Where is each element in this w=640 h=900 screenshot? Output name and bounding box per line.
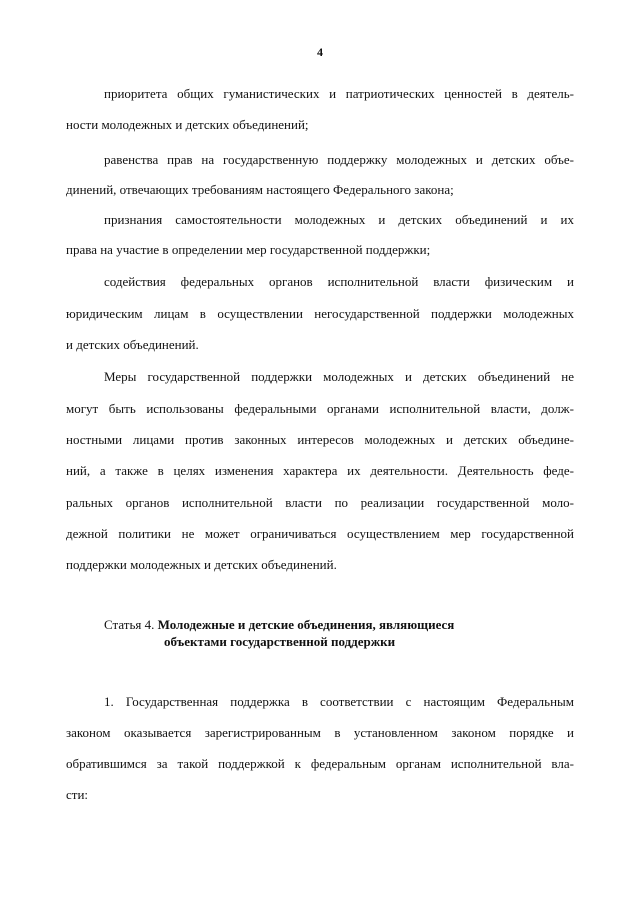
text-line: права на участие в определении мер государственной поддержки; xyxy=(66,242,431,257)
text-line: содействия федеральных органов исполнительной власти физическим и xyxy=(104,274,574,289)
article-label: Статья 4. xyxy=(104,617,155,632)
text-line: ности молодежных и детских объединений; xyxy=(66,117,309,132)
text-line: дежной политики не может ограничиваться осуществлением мер государственной xyxy=(66,526,574,541)
text-line: Меры государственной поддержки молодежных и детских объединений не xyxy=(104,369,574,384)
text-line: приоритета общих гуманистических и патриотических ценностей в деятель- xyxy=(104,86,574,101)
text-line: ностными лицами против законных интересов молодежных и детских объедине- xyxy=(66,432,574,447)
text-line: сти: xyxy=(66,787,89,802)
text-line: ний, а также в целях изменения характера их деятельности. Деятельность феде- xyxy=(66,463,574,478)
article-heading-cont xyxy=(164,634,395,650)
text-line: ральных органов исполнительной власти по реализации государственной моло- xyxy=(66,495,574,510)
text-line: обратившимся за такой поддержкой к федеральным органам исполнительной вла- xyxy=(66,756,574,771)
article-heading xyxy=(104,617,454,633)
text-line: законом оказывается зарегистрированным в установленном законом порядке и xyxy=(66,725,574,740)
text-line: признания самостоятельности молодежных и детских объединений и их xyxy=(104,212,574,227)
article-title-cont: объектами государственной поддержки xyxy=(164,634,396,649)
text-line: динений, отвечающих требованиям настоящего Федерального закона; xyxy=(66,182,454,197)
text-line: поддержки молодежных и детских объединений. xyxy=(66,557,337,572)
article-title: Молодежные и детские объединения, являющиеся xyxy=(157,617,455,632)
page-number: 4 xyxy=(317,45,323,59)
text-line: могут быть использованы федеральными органами исполнительной власти, долж- xyxy=(66,401,574,416)
text-line: равенства прав на государственную поддержку молодежных и детских объе- xyxy=(104,152,574,167)
text-line: юридическим лицам в осуществлении негосударственной поддержки молодежных xyxy=(66,306,574,321)
text-line: 1. Государственная поддержка в соответствии с настоящим Федеральным xyxy=(104,694,574,709)
text-line: и детских объединений. xyxy=(66,337,199,352)
